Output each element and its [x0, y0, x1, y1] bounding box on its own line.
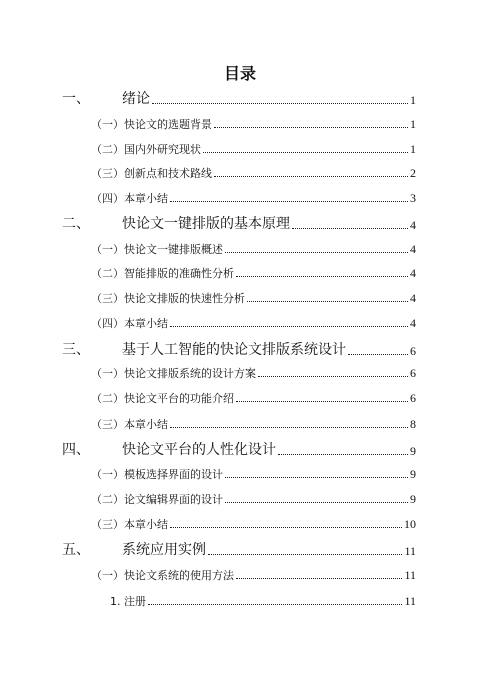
toc-entry-label	[91, 268, 234, 279]
dot-leader	[236, 276, 408, 277]
toc-page-number: 4	[410, 291, 416, 305]
toc-entry[interactable]	[91, 317, 416, 329]
dot-leader	[225, 477, 408, 478]
toc-page-number: 4	[410, 266, 416, 280]
dot-leader	[208, 554, 402, 555]
dot-leader	[203, 152, 408, 153]
toc-page-number: 6	[410, 391, 416, 405]
toc-entry[interactable]	[91, 518, 416, 530]
toc-entry-label	[91, 368, 256, 379]
chapter-number: 二、	[62, 216, 90, 232]
toc-page-number: 4	[410, 316, 416, 330]
toc-entry-text: （二）论文编辑界面的设计	[91, 493, 223, 506]
dot-leader	[236, 578, 402, 579]
toc-page-number: 4	[410, 218, 416, 232]
toc-entry-text: （三）快论文排版的快速性分析	[91, 292, 245, 305]
dot-leader	[148, 604, 402, 605]
dot-leader	[214, 127, 408, 128]
toc-entry[interactable]	[91, 192, 416, 204]
toc-entry[interactable]	[91, 392, 416, 404]
toc-entry-text: （四）本章小结	[91, 192, 168, 205]
toc-entry[interactable]	[91, 292, 416, 304]
toc-entry-label	[91, 119, 212, 130]
toc-entry[interactable]	[91, 569, 416, 581]
toc-entry-label	[91, 168, 212, 179]
toc-entry[interactable]	[91, 118, 416, 130]
dot-leader	[152, 103, 408, 104]
toc-entry-text: （三）本章小结	[91, 418, 168, 431]
toc-entry-text: （三）创新点和技术路线	[91, 167, 212, 180]
toc-entry-text: 基于人工智能的快论文排版系统设计	[122, 342, 346, 358]
toc-entry-text: （一）快论文排版系统的设计方案	[91, 367, 256, 380]
toc-entry-text: （三）本章小结	[91, 518, 168, 531]
dot-leader	[214, 176, 408, 177]
toc-entry-label	[62, 443, 276, 457]
toc-title: 目录	[223, 64, 256, 83]
toc-entry-text: （一）快论文一键排版概述	[91, 243, 223, 256]
toc-page-number: 11	[404, 568, 416, 582]
toc-page-number: 10	[404, 517, 416, 531]
toc-page-number: 1	[410, 93, 416, 107]
toc-entry-text: （四）本章小结	[91, 317, 168, 330]
toc-entry[interactable]	[91, 267, 416, 279]
toc-entry[interactable]	[62, 92, 416, 106]
toc-entry-label	[91, 293, 245, 304]
toc-entry-text: （一）快论文的选题背景	[91, 118, 212, 131]
toc-entry-label	[62, 217, 290, 231]
toc-entry[interactable]	[91, 493, 416, 505]
dot-leader	[170, 201, 408, 202]
dot-leader	[348, 354, 408, 355]
toc-entry-text: 绪论	[122, 91, 150, 107]
toc-entry-text: （二）快论文平台的功能介绍	[91, 392, 234, 405]
toc-entry-text: （二）智能排版的准确性分析	[91, 267, 234, 280]
toc-page-number: 9	[410, 467, 416, 481]
toc-page-number: 3	[410, 191, 416, 205]
toc-entry[interactable]	[62, 543, 416, 557]
chapter-number: 三、	[62, 342, 90, 358]
toc-page-number: 6	[410, 366, 416, 380]
toc-page-number: 4	[410, 242, 416, 256]
toc-entry-label	[62, 343, 346, 357]
dot-leader	[292, 228, 408, 229]
toc-page-number: 9	[410, 444, 416, 458]
toc-entry-label	[62, 92, 150, 106]
chapter-number: 一、	[62, 91, 90, 107]
dot-leader	[258, 376, 408, 377]
toc-entry-label	[91, 393, 234, 404]
dot-leader	[170, 427, 408, 428]
toc-page-number: 1	[410, 142, 416, 156]
dot-leader	[170, 527, 402, 528]
toc-page-number: 11	[404, 544, 416, 558]
toc-entry-label	[91, 469, 223, 480]
toc-entry[interactable]	[91, 243, 416, 255]
toc-entry-text: （二）国内外研究现状	[91, 143, 201, 156]
toc-entry-text: 快论文一键排版的基本原理	[122, 216, 290, 232]
toc-entry-text: 系统应用实例	[122, 542, 206, 558]
toc-page-number: 11	[404, 594, 416, 608]
toc-entry-label	[91, 519, 168, 530]
toc-entry[interactable]	[91, 468, 416, 480]
chapter-number: 四、	[62, 442, 90, 458]
toc-entry-text: 快论文平台的人性化设计	[122, 442, 276, 458]
toc-entry[interactable]	[110, 595, 416, 607]
dot-leader	[278, 454, 408, 455]
dot-leader	[225, 502, 408, 503]
toc-entry-label	[91, 318, 168, 329]
toc-entry[interactable]	[62, 217, 416, 231]
toc-entry[interactable]	[91, 167, 416, 179]
toc-entry-label	[91, 144, 201, 155]
toc-page-number: 6	[410, 344, 416, 358]
toc-entry[interactable]	[62, 343, 416, 357]
toc-entry-label	[62, 543, 206, 557]
toc-entry[interactable]	[91, 367, 416, 379]
toc-entry-label	[91, 244, 223, 255]
toc-entry-label	[91, 419, 168, 430]
toc-entry-label	[91, 494, 223, 505]
toc-page-number: 1	[410, 117, 416, 131]
toc-entry-label	[110, 596, 146, 607]
toc-entry-text: 1. 注册	[110, 595, 146, 608]
toc-page-number: 2	[410, 166, 416, 180]
dot-leader	[170, 326, 408, 327]
toc-page-number: 8	[410, 417, 416, 431]
toc-entry[interactable]	[91, 143, 416, 155]
dot-leader	[225, 252, 408, 253]
toc-entry-label	[91, 193, 168, 204]
toc-entry[interactable]	[91, 418, 416, 430]
toc-entry-label	[91, 570, 234, 581]
toc-page-number: 9	[410, 492, 416, 506]
toc-entry[interactable]	[62, 443, 416, 457]
dot-leader	[236, 401, 408, 402]
toc-entry-text: （一）模板选择界面的设计	[91, 468, 223, 481]
chapter-number: 五、	[62, 542, 90, 558]
toc-entry-text: （一）快论文系统的使用方法	[91, 569, 234, 582]
dot-leader	[247, 301, 408, 302]
